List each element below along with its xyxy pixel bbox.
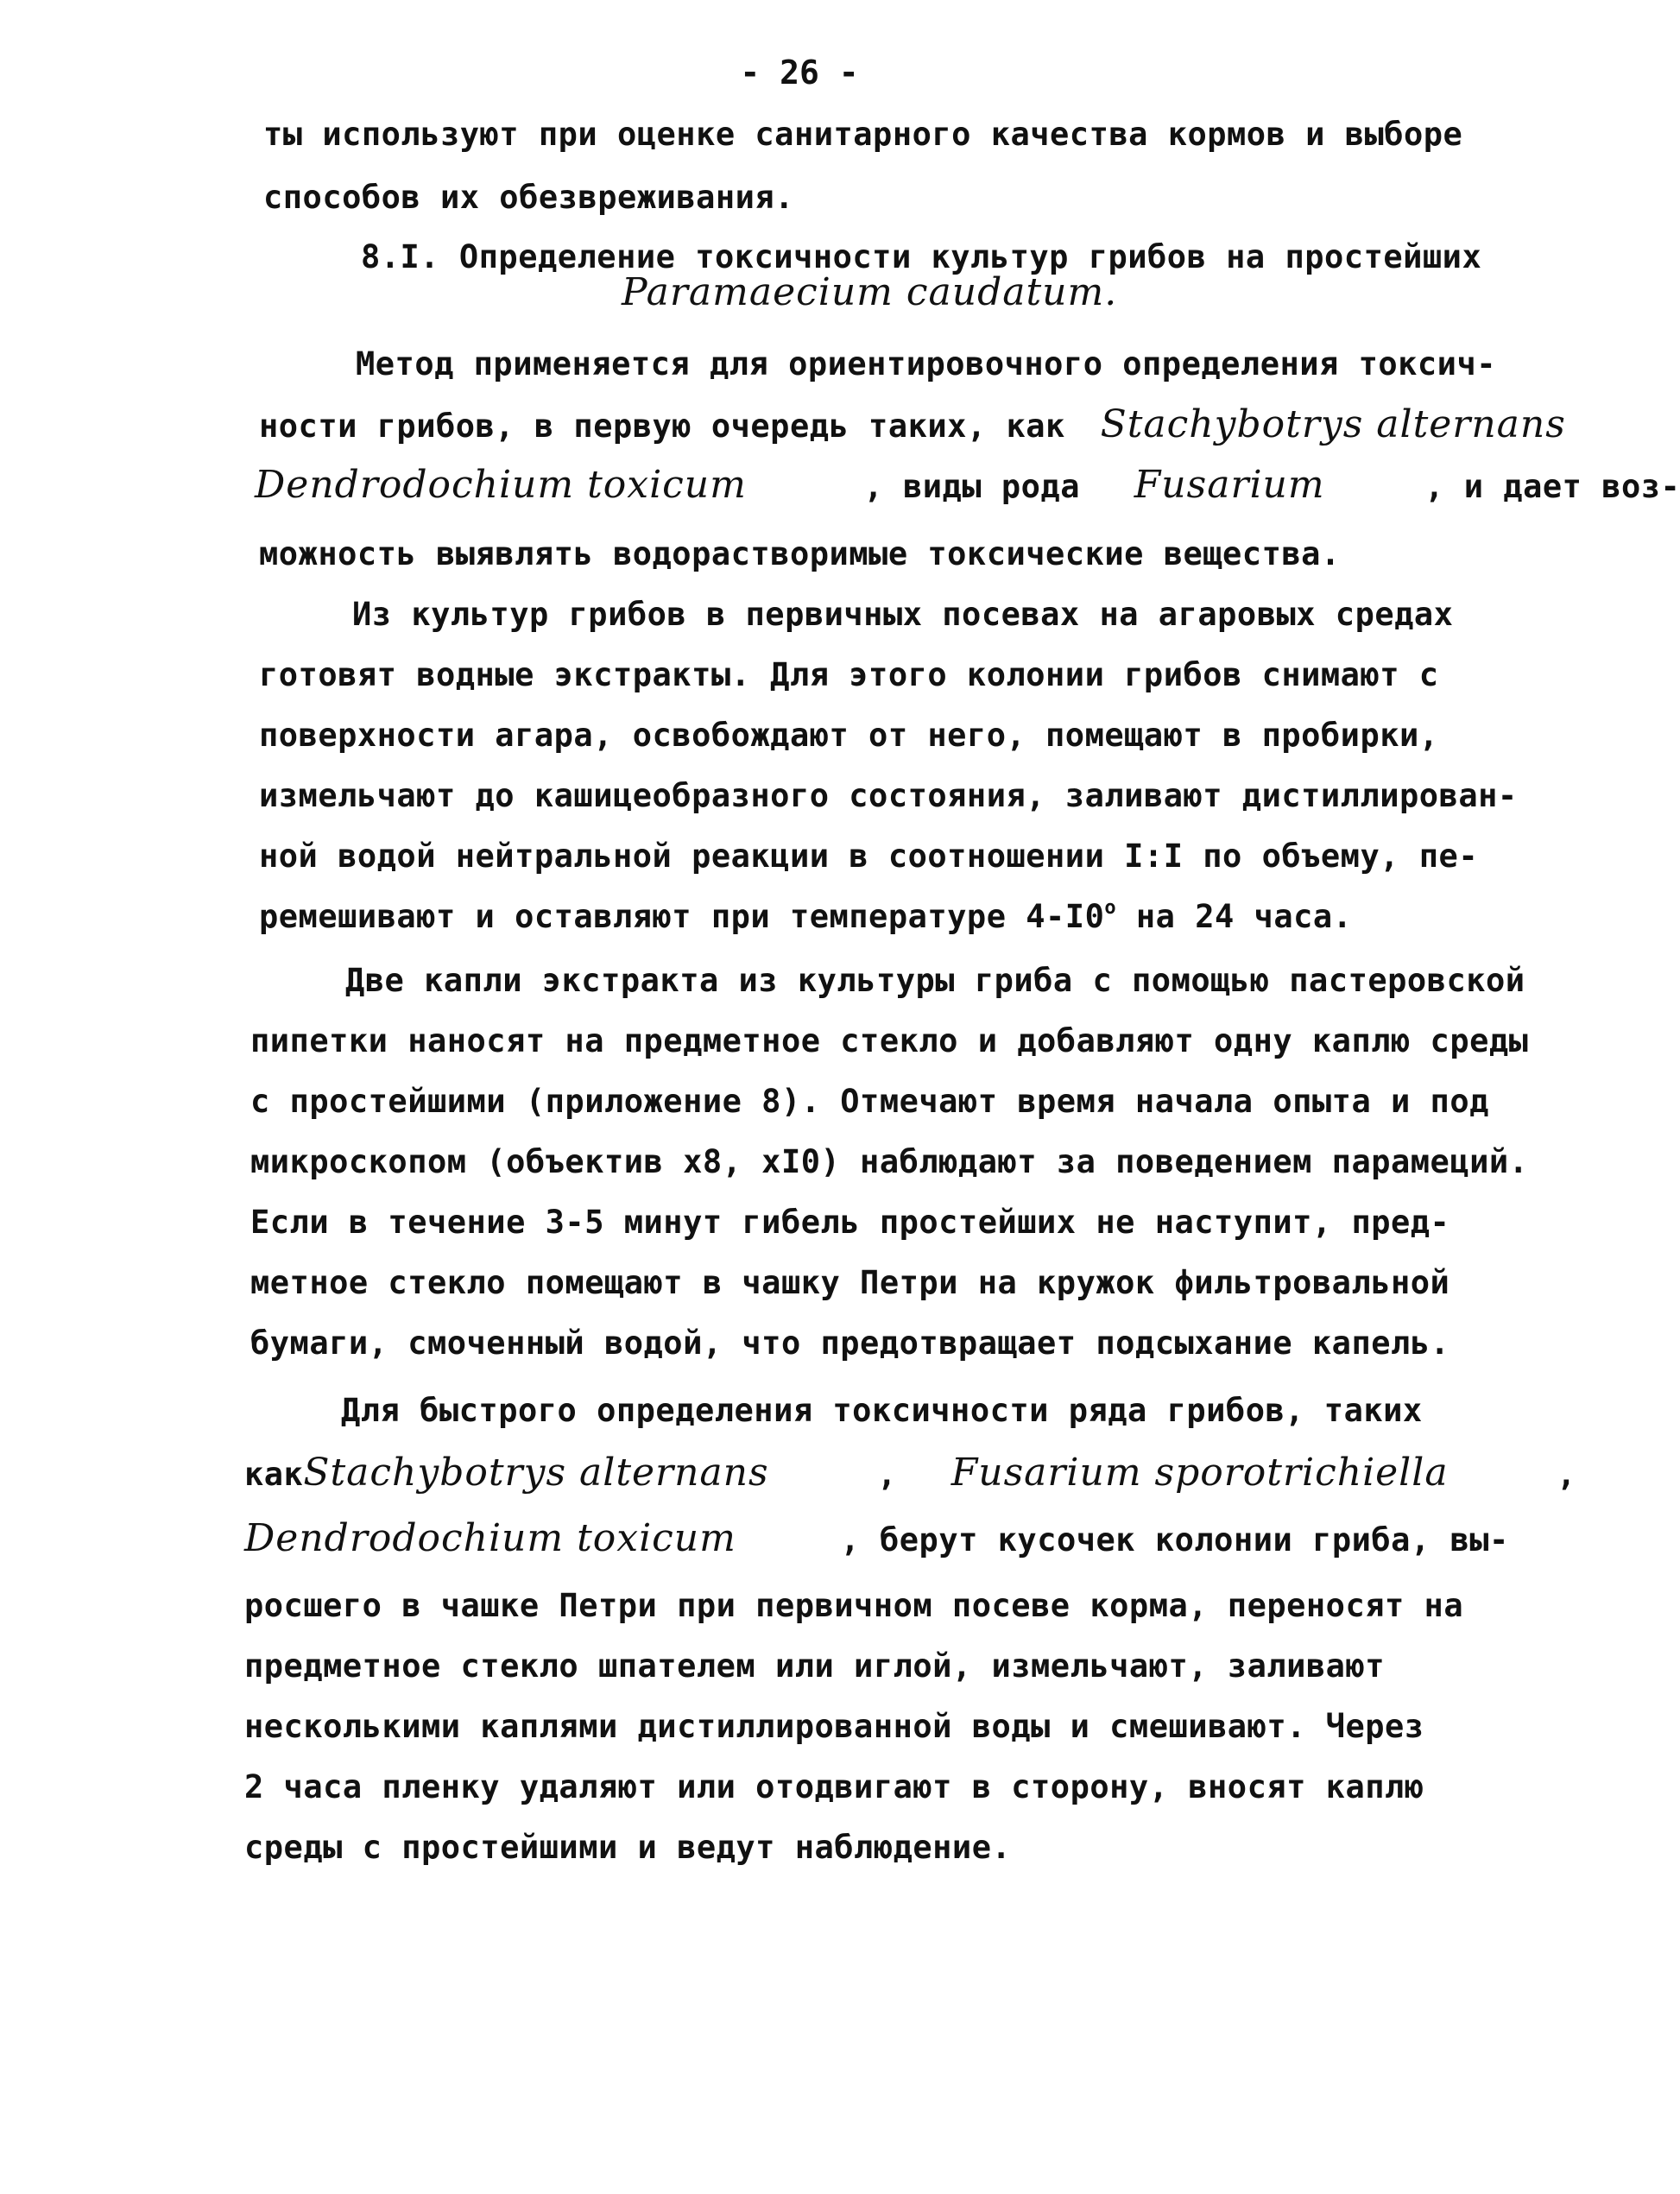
text-fragment: , и дает воз- bbox=[1424, 468, 1680, 505]
handwritten-species-name: Stachybotrys alternans bbox=[1100, 402, 1566, 446]
text-line bbox=[255, 463, 1680, 507]
text-fragment: , bbox=[1557, 1456, 1576, 1493]
text-line bbox=[259, 402, 1566, 446]
text-fragment: на 24 часа. bbox=[1135, 898, 1353, 935]
handwritten-species-name: Stachybotrys alternans bbox=[303, 1451, 769, 1495]
text-fragment: ремешивают и оставляют при температуре 4-I0 bbox=[259, 898, 1105, 935]
text-line: Если в течение 3-5 минут гибель простейших не наступит, пред- bbox=[250, 1204, 1450, 1241]
page-number: - 26 - bbox=[740, 54, 859, 92]
text-line: метное стекло помещают в чашку Петри на кружок фильтровальной bbox=[250, 1264, 1450, 1301]
section-heading: 8.I. Определение токсичности культур грибов на простейших bbox=[361, 238, 1482, 275]
text-line bbox=[244, 1451, 1576, 1495]
text-line: Для быстрого определения токсичности ряда грибов, таких bbox=[341, 1392, 1423, 1429]
text-line: среды с простейшими и ведут наблюдение. bbox=[244, 1829, 1012, 1866]
text-line: ты используют при оценке санитарного качества кормов и выборе bbox=[263, 116, 1463, 153]
text-line: можность выявлять водорастворимые токсические вещества. bbox=[259, 535, 1341, 572]
text-fragment: , bbox=[877, 1456, 897, 1493]
text-line: Метод применяется для ориентировочного определения токсич- bbox=[356, 345, 1497, 383]
handwritten-species-name: Dendrodochium toxicum bbox=[255, 463, 747, 507]
text-fragment: , берут кусочек колонии гриба, вы- bbox=[840, 1521, 1509, 1559]
text-line: 2 часа пленку удаляют или отодвигают в сторону, вносят каплю bbox=[244, 1768, 1424, 1805]
handwritten-genus-name: Fusarium bbox=[1134, 463, 1325, 507]
text-line: Из культур грибов в первичных посевах на агаровых средах bbox=[352, 596, 1454, 633]
text-fragment: ности грибов, в первую очередь таких, как bbox=[259, 408, 1065, 445]
text-line: способов их обезвреживания. bbox=[263, 179, 794, 216]
text-line: готовят водные экстракты. Для этого колонии грибов снимают с bbox=[259, 656, 1439, 693]
text-line: несколькими каплями дистиллированной воды и смешивают. Через bbox=[244, 1708, 1424, 1745]
text-line bbox=[259, 898, 1352, 936]
text-line: бумаги, смоченный водой, что предотвращает подсыхание капель. bbox=[250, 1325, 1450, 1362]
degree-superscript: о bbox=[1104, 897, 1117, 919]
handwritten-organism-name: Paramaecium caudatum. bbox=[622, 270, 1118, 314]
text-line: с простейшими (приложение 8). Отмечают время начала опыта и под bbox=[250, 1083, 1489, 1120]
text-line: пипетки наносят на предметное стекло и добавляют одну каплю среды bbox=[250, 1022, 1529, 1059]
text-fragment: как bbox=[244, 1456, 304, 1493]
text-fragment: , виды рода bbox=[863, 468, 1080, 505]
text-line: поверхности агара, освобождают от него, помещают в пробирки, bbox=[259, 717, 1439, 754]
text-line: предметное стекло шпателем или иглой, измельчают, заливают bbox=[244, 1647, 1386, 1685]
handwritten-species-name: Fusarium sporotrichiella bbox=[951, 1451, 1449, 1495]
text-line: росшего в чашке Петри при первичном посеве корма, переносят на bbox=[244, 1587, 1464, 1624]
text-line: измельчают до кашицеобразного состояния, заливают дистиллирован- bbox=[259, 777, 1518, 814]
handwritten-species-name: Dendrodochium toxicum bbox=[244, 1516, 736, 1560]
text-line bbox=[244, 1516, 1509, 1560]
text-line: Две капли экстракта из культуры гриба с помощью пастеровской bbox=[345, 962, 1525, 999]
text-line: ной водой нейтральной реакции в соотношении I:I по объему, пе- bbox=[259, 838, 1479, 875]
text-line: микроскопом (объектив х8, хI0) наблюдают за поведением парамеций. bbox=[250, 1143, 1529, 1180]
